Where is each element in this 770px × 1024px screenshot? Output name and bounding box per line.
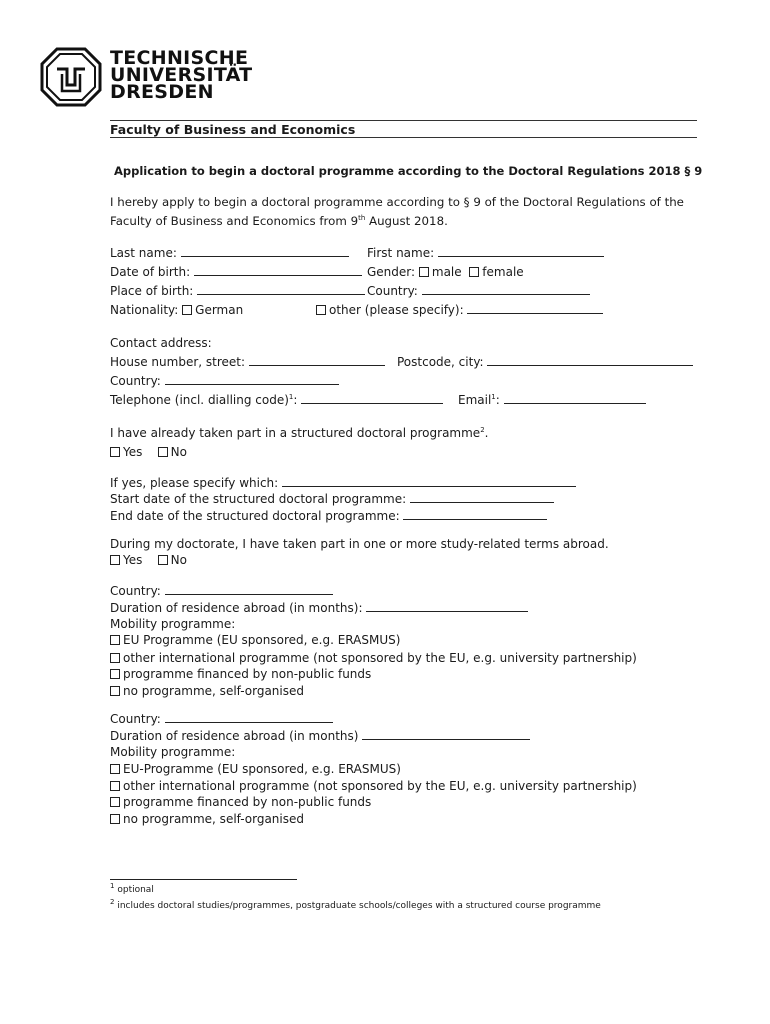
abroad-no-label: No	[170, 553, 187, 567]
abroad1-opt2-row	[110, 650, 637, 666]
specify-field[interactable]	[282, 475, 576, 487]
postcode-row	[397, 354, 693, 370]
dob-row	[110, 264, 362, 280]
abroad2-opt4-label: no programme, self-organised	[123, 812, 305, 826]
structured-yes-no	[110, 444, 187, 460]
place-of-birth-label: Place of birth:	[110, 284, 194, 298]
nationality-row	[110, 302, 243, 318]
place-of-birth-field[interactable]	[197, 283, 365, 295]
house-field[interactable]	[249, 354, 385, 366]
contact-country-field[interactable]	[165, 373, 339, 385]
structured-question-text: I have already taken part in a structured doctoral programme	[110, 426, 481, 440]
telephone-label: Telephone (incl. dialling code)	[110, 393, 289, 407]
abroad1-mobility-label: Mobility programme:	[110, 617, 236, 631]
abroad2-duration-row	[110, 728, 530, 744]
abroad1-country-field[interactable]	[165, 583, 333, 595]
structured-question	[110, 425, 489, 441]
abroad2-opt3-row	[110, 794, 371, 810]
dob-label: Date of birth:	[110, 265, 191, 279]
house-row	[110, 354, 385, 370]
abroad2-opt2-label: other international programme (not sponsored by the EU, e.g. university partnership)	[123, 779, 637, 793]
abroad1-opt3-row	[110, 666, 371, 682]
footnote-2	[110, 898, 601, 911]
header-rule-bottom	[110, 137, 697, 138]
abroad2-duration-field[interactable]	[362, 728, 530, 740]
email-colon: :	[495, 393, 500, 407]
gender-row	[367, 264, 524, 280]
faculty-heading: Faculty of Business and Economics	[110, 122, 356, 137]
abroad2-mobility-label: Mobility programme:	[110, 745, 236, 759]
abroad1-opt4-row	[110, 683, 304, 699]
form-title: Application to begin a doctoral programme according to the Doctoral Regulations 2018 § 9	[114, 164, 703, 178]
footnote-1	[110, 882, 154, 895]
intro-line-1: I hereby apply to begin a doctoral programme according to § 9 of the Doctoral Regulations of the	[110, 195, 684, 209]
intro-line-2	[110, 213, 448, 229]
german-checkbox[interactable]	[182, 305, 192, 315]
footnote-2-text: includes doctoral studies/programmes, postgraduate schools/colleges with a structured course programme	[117, 901, 601, 911]
abroad2-opt4-checkbox[interactable]	[110, 814, 120, 824]
specify-label: If yes, please specify which:	[110, 476, 279, 490]
footnote-1-text: optional	[117, 885, 154, 895]
footnote-separator	[110, 879, 297, 880]
abroad2-opt1-row	[110, 761, 401, 777]
telephone-colon: :	[293, 393, 298, 407]
end-date-field[interactable]	[403, 508, 547, 520]
other-nationality-label: other (please specify):	[329, 303, 464, 317]
abroad-yes-no	[110, 552, 187, 568]
nationality-label: Nationality:	[110, 303, 179, 317]
last-name-label: Last name:	[110, 246, 177, 260]
abroad2-opt1-checkbox[interactable]	[110, 764, 120, 774]
abroad2-opt4-row	[110, 811, 304, 827]
abroad1-opt4-checkbox[interactable]	[110, 686, 120, 696]
place-of-birth-row	[110, 283, 365, 299]
abroad1-country-label: Country:	[110, 584, 161, 598]
intro-text-end: August 2018.	[365, 214, 448, 228]
first-name-label: First name:	[367, 246, 435, 260]
tu-dresden-logo-mark	[40, 47, 102, 107]
abroad1-duration-field[interactable]	[366, 600, 528, 612]
abroad-yes-label: Yes	[123, 553, 143, 567]
first-name-row	[367, 245, 604, 261]
abroad2-country-row	[110, 711, 333, 727]
header-rule-top	[110, 120, 697, 121]
structured-no-label: No	[170, 445, 187, 459]
abroad1-opt1-row	[110, 632, 400, 648]
telephone-row	[110, 392, 443, 408]
email-footnote-mark: 1	[491, 393, 496, 401]
abroad1-opt1-label: EU Programme (EU sponsored, e.g. ERASMUS)	[123, 633, 401, 647]
intro-text: Faculty of Business and Economics from 9	[110, 214, 359, 228]
telephone-field[interactable]	[301, 392, 443, 404]
abroad1-opt1-checkbox[interactable]	[110, 635, 120, 645]
specify-row	[110, 475, 576, 491]
postcode-label: Postcode, city:	[397, 355, 484, 369]
email-row	[458, 392, 646, 408]
contact-country-row	[110, 373, 339, 389]
footnote-2-mark: 2	[110, 898, 115, 906]
abroad2-opt3-label: programme financed by non-public funds	[123, 795, 372, 809]
abroad2-opt2-checkbox[interactable]	[110, 781, 120, 791]
email-field[interactable]	[504, 392, 646, 404]
abroad1-opt4-label: no programme, self-organised	[123, 684, 305, 698]
abroad-yes-checkbox[interactable]	[110, 555, 120, 565]
contact-country-label: Country:	[110, 374, 161, 388]
email-label: Email	[458, 393, 492, 407]
start-date-label: Start date of the structured doctoral programme:	[110, 492, 407, 506]
structured-footnote-mark: 2	[480, 426, 485, 434]
logo-line-3: DRESDEN	[110, 81, 214, 103]
abroad-question: During my doctorate, I have taken part in one or more study-related terms abroad.	[110, 537, 609, 551]
structured-question-end: .	[484, 426, 489, 440]
male-checkbox[interactable]	[419, 267, 429, 277]
female-label: female	[482, 265, 524, 279]
other-nationality-checkbox[interactable]	[316, 305, 326, 315]
abroad1-opt3-label: programme financed by non-public funds	[123, 667, 372, 681]
abroad1-duration-row	[110, 600, 528, 616]
structured-yes-checkbox[interactable]	[110, 447, 120, 457]
end-date-row	[110, 508, 547, 524]
last-name-row	[110, 245, 349, 261]
abroad2-opt2-row	[110, 778, 637, 794]
abroad-no-checkbox[interactable]	[158, 555, 168, 565]
logo-wordmark	[110, 47, 253, 103]
contact-heading: Contact address:	[110, 336, 212, 350]
abroad2-country-label: Country:	[110, 712, 161, 726]
intro-superscript: th	[358, 214, 366, 223]
abroad1-opt2-checkbox[interactable]	[110, 653, 120, 663]
first-name-field[interactable]	[438, 245, 604, 257]
abroad1-opt3-checkbox[interactable]	[110, 669, 120, 679]
structured-yes-label: Yes	[123, 445, 143, 459]
german-label: German	[195, 303, 244, 317]
other-nationality-row	[316, 302, 603, 318]
female-checkbox[interactable]	[469, 267, 479, 277]
country-field[interactable]	[422, 283, 590, 295]
postcode-field[interactable]	[487, 354, 693, 366]
abroad1-opt2-label: other international programme (not sponsored by the EU, e.g. university partnership)	[123, 651, 637, 665]
abroad1-duration-label: Duration of residence abroad (in months):	[110, 601, 363, 615]
abroad2-opt1-label: EU-Programme (EU sponsored, e.g. ERASMUS)	[123, 762, 401, 776]
abroad2-opt3-checkbox[interactable]	[110, 797, 120, 807]
abroad1-country-row	[110, 583, 333, 599]
start-date-field[interactable]	[410, 491, 554, 503]
abroad2-duration-label: Duration of residence abroad (in months)	[110, 729, 359, 743]
abroad2-country-field[interactable]	[165, 711, 333, 723]
last-name-field[interactable]	[181, 245, 349, 257]
start-date-row	[110, 491, 554, 507]
logo-line-1: TECHNISCHE	[110, 47, 249, 69]
end-date-label: End date of the structured doctoral programme:	[110, 509, 400, 523]
house-label: House number, street:	[110, 355, 246, 369]
footnote-1-mark: 1	[110, 882, 115, 890]
male-label: male	[431, 265, 462, 279]
country-label: Country:	[367, 284, 418, 298]
other-nationality-field[interactable]	[467, 302, 603, 314]
gender-label: Gender:	[367, 265, 416, 279]
structured-no-checkbox[interactable]	[158, 447, 168, 457]
logo-line-2: UNIVERSITÄT	[110, 64, 253, 86]
telephone-footnote-mark: 1	[288, 393, 294, 401]
dob-field[interactable]	[194, 264, 362, 276]
country-row	[367, 283, 590, 299]
